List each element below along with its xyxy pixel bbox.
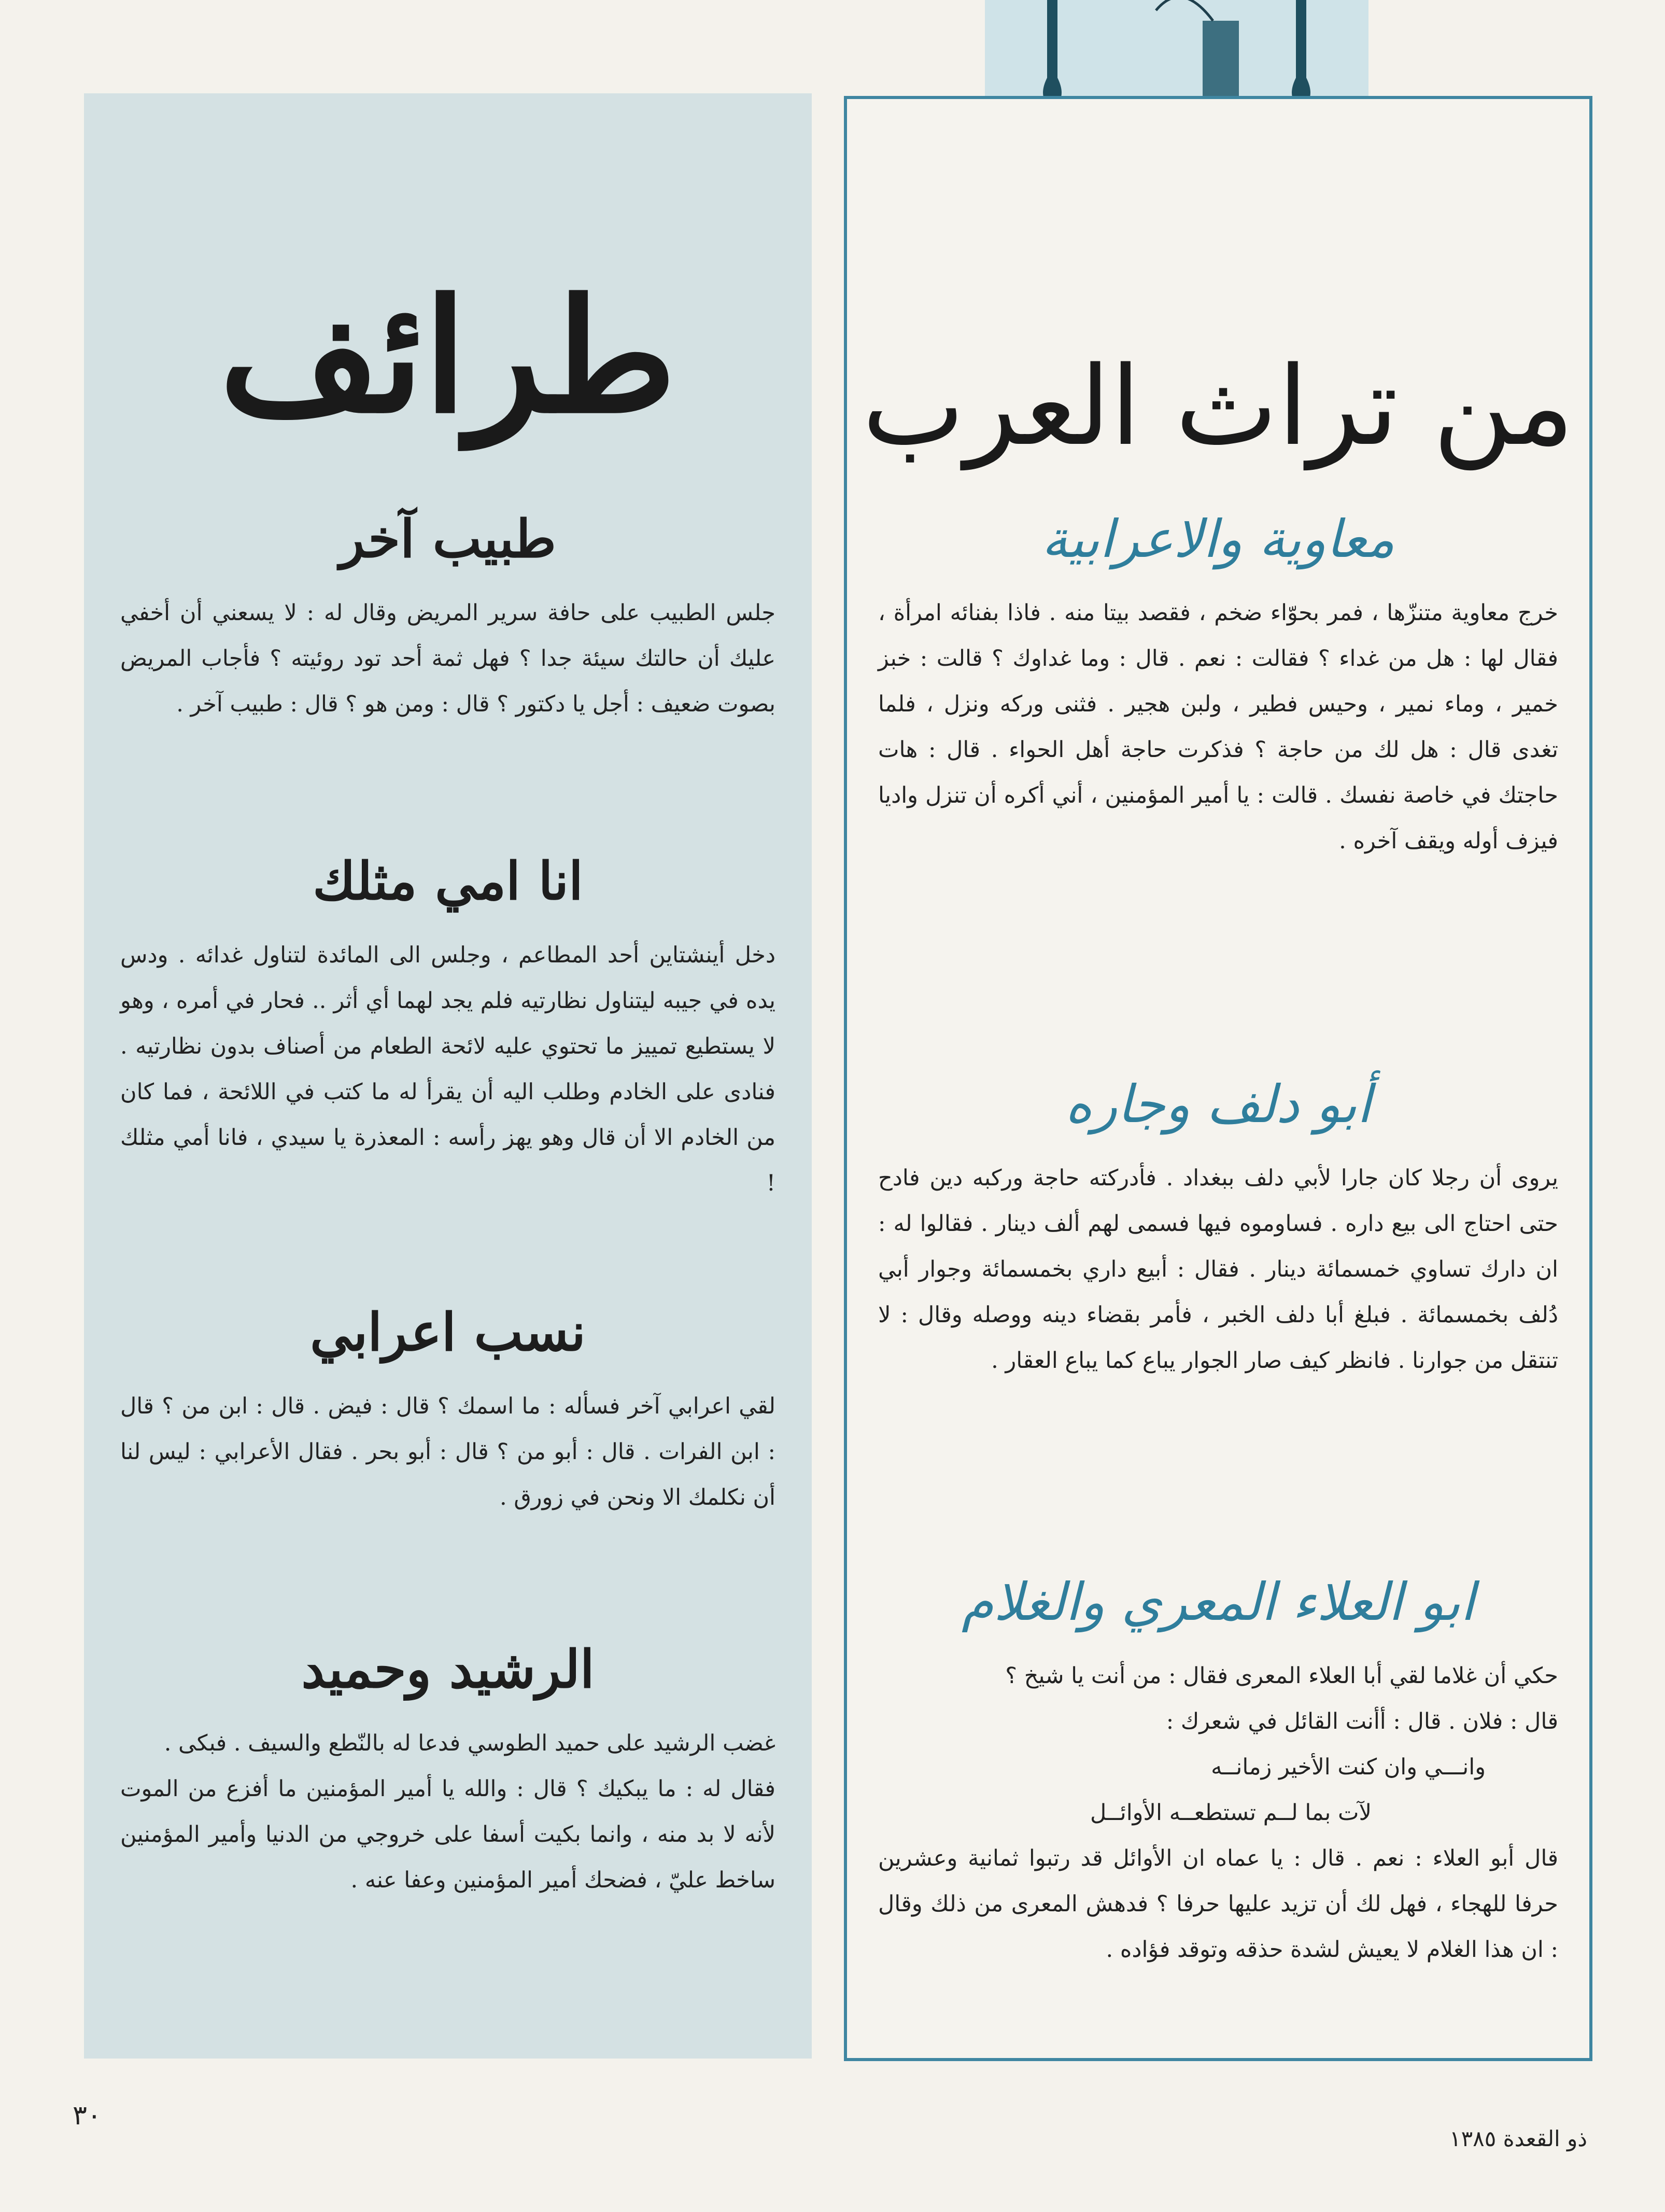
section-abul-ala-and-boy [878, 1572, 1558, 1972]
section-title: الرشيد وحميد [301, 1639, 595, 1700]
section-title: معاوية والاعرابية [1041, 509, 1395, 569]
section-paragraph: جلس الطبيب على حافة سرير المريض وقال له : لا يسعني أن أخفي عليك أن حالتك سيئة جدا ؟ فهل ثمة أحد تود روئيته ؟ فأجاب المريض بصوت ضعيف : أجل يا دكتور ؟ قال : ومن هو ؟ قال : طبيب آخر . [120, 600, 775, 717]
right-main-title: من تراث العرب [862, 343, 1574, 470]
section-abu-dulaf-and-neighbor [878, 1074, 1558, 1383]
left-panel-tales [84, 93, 812, 2059]
section-title: نسب اعرابي [310, 1301, 586, 1363]
section-paragraph: فقال له : ما يبكيك ؟ قال : والله يا أمير المؤمنين ما أفزع من الموت لأنه لا بد منه ، وانما بكيت أسفا على خروجي من الدنيا وأمير المؤمنين ساخط عليّ ، فضحك أمير المؤمنين وعفا عنه . [120, 1776, 775, 1893]
section-paragraph: غضب الرشيد على حميد الطوسي فدعا له بالنّطع والسيف . فبكى . [164, 1730, 775, 1756]
section-intro-line: حكي أن غلاما لقي أبا العلاء المعرى فقال : من أنت يا شيخ ؟ [1005, 1663, 1558, 1689]
page-number: ٣٠ [73, 2100, 102, 2131]
section-title: انا امي مثلك [313, 850, 583, 912]
section-paragraph: دخل أينشتاين أحد المطاعم ، وجلس الى المائدة لتناول غدائه . ودس يده في جيبه ليتناول نظارتيه فلم يجد لهما أي أثر .. فحار في أمره ، وهو لا يستطيع تمييز ما تحتوي عليه لائحة الطعام من أصناف بدون نظارتيه . فنادى على الخادم وطلب اليه أن يقرأ له ما كتب في اللائحة ، فما كان من الخادم الا أن قال وهو يهز رأسه : المعذرة يا سيدي ، فانا أمي مثلك ! [120, 942, 775, 1196]
section-paragraph: خرج معاوية متنزّها ، فمر بحوّاء ضخم ، فقصد بيتا منه . فاذا بفنائه امرأة ، فقال لها : هل من غداء ؟ فقالت : نعم . قال : وما غداوك ؟ قالت : خبز خمير ، وماء نمير ، وحيس فطير ، ولبن هجير . فثنى وركه ونزل ، فلما تغدى قال : هل لك من حاجة ؟ فذكرت حاجة أهل الحواء . قال : هات حاجتك في خاصة نفسك . قالت : يا أمير المؤمنين ، أني أكره أن تنزل واديا فيزف أوله ويقف آخره . [878, 600, 1558, 854]
right-panel-arab-heritage [844, 96, 1592, 2061]
section-paragraph: لقي اعرابي آخر فسأله : ما اسمك ؟ قال : فيض . قال : ابن من ؟ قال : ابن الفرات . قال : أبو من ؟ قال : أبو بحر . فقال الأعرابي : ليس لنا أن نكلمك الا ونحن في زورق . [120, 1393, 775, 1510]
section-rashid-and-humaid [120, 1639, 775, 1903]
section-intro-line: قال : فلان . قال : أأنت القائل في شعرك : [1166, 1709, 1558, 1734]
section-muawiya-and-bedouin-woman [878, 509, 1558, 864]
section-illiterate-like-you [120, 850, 775, 1206]
section-another-doctor [120, 508, 775, 727]
poem-verse-line: وانـــي وان كنت الأخير زمانــه [1211, 1754, 1486, 1780]
section-bedouin-lineage [120, 1301, 775, 1520]
section-paragraph: يروى أن رجلا كان جارا لأبي دلف ببغداد . فأدركته حاجة وركبه دين فادح حتى احتاج الى بيع داره . فساوموه فيها فسمى لهم ألف دينار . فقالوا له : ان دارك تساوي خمسمائة دينار . فقال : أبيع داري بخمسمائة وجوار أبي دُلف بخمسمائة . فبلغ أبا دلف الخبر ، فأمر بقضاء دينه ووصله وقال : لا تنتقل من جوارنا . فانظر كيف صار الجوار يباع كما يباع العقار . [878, 1165, 1558, 1374]
issue-date: ذو القعدة ١٣٨٥ [1449, 2126, 1587, 2151]
section-paragraph: قال أبو العلاء : نعم . قال : يا عماه ان الأوائل قد رتبوا ثمانية وعشرين حرفا للهجاء ، فهل لك أن تزيد عليها حرفا ؟ فدهش المعرى من ذلك وقال : ان هذا الغلام لا يعيش لشدة حذقه وتوقد فؤاده . [878, 1845, 1558, 1963]
poem-verse-line: لآت بما لــم تستطعــه الأوائــل [1090, 1800, 1372, 1826]
section-title: أبو دلف وجاره [1065, 1074, 1372, 1135]
section-title: طبيب آخر [340, 508, 556, 569]
left-main-title: طرائف [219, 264, 676, 447]
section-title: ابو العلاء المعري والغلام [962, 1572, 1475, 1632]
